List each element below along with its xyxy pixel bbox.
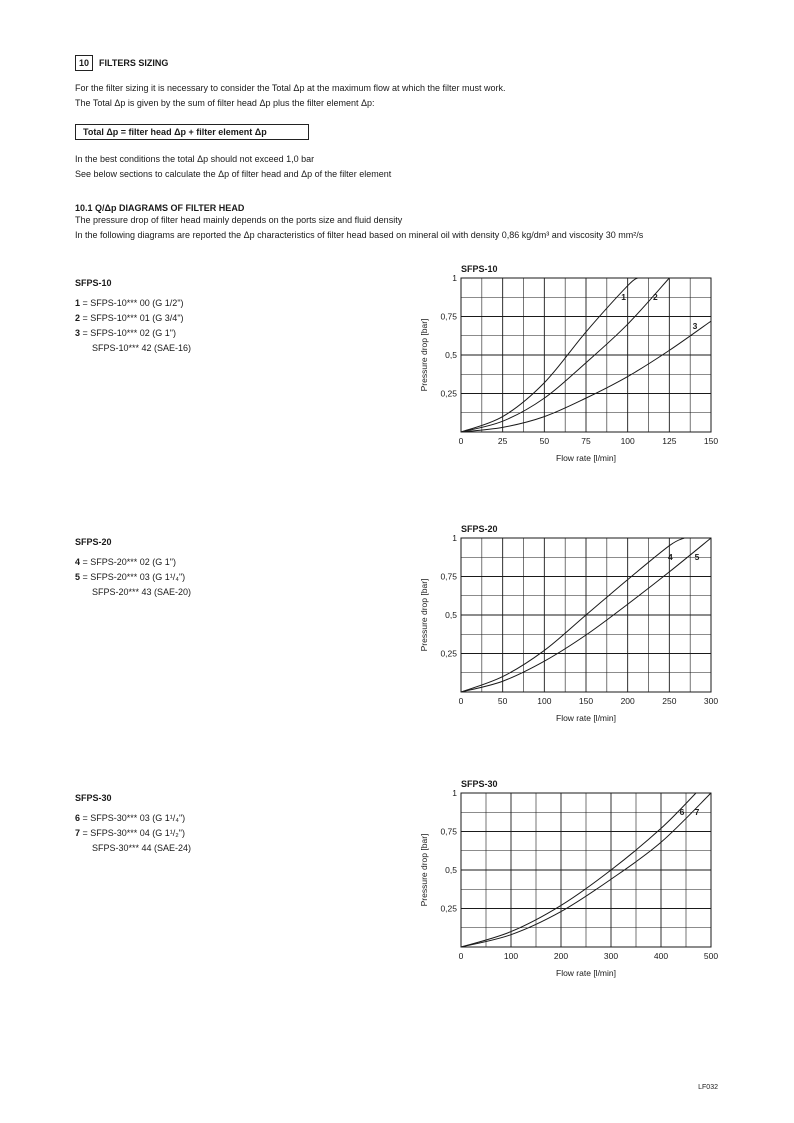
- intro-line: For the filter sizing it is necessary to consider the Total Δp at the maximum flow at which the filter must work.: [75, 83, 506, 93]
- x-tick-label: 0: [458, 436, 464, 446]
- x-tick-label: 200: [553, 951, 569, 961]
- chart-sfps-30: [415, 773, 735, 983]
- y-tick-label: 0,75: [440, 826, 457, 837]
- model-legend: [75, 811, 191, 856]
- chart-title: SFPS-20: [461, 524, 498, 534]
- subsection-title: 10.1 Q/Δp DIAGRAMS OF FILTER HEAD: [75, 203, 245, 213]
- legend-item: 1 = SFPS-10*** 00 (G 1/2"): [75, 298, 184, 308]
- notes-text: [75, 152, 755, 182]
- model-legend: [75, 296, 191, 356]
- legend-item: SFPS-10*** 42 (SAE-16): [92, 343, 192, 353]
- x-tick-label: 75: [581, 436, 591, 446]
- y-tick-label: 0,75: [440, 311, 457, 322]
- x-tick-label: 200: [620, 696, 635, 706]
- legend-item: 3 = SFPS-10*** 02 (G 1"): [75, 328, 177, 338]
- chart-sfps-20: [415, 518, 735, 728]
- y-axis-label: Pressure drop [bar]: [419, 318, 429, 392]
- y-tick-label: 1: [452, 273, 457, 283]
- y-axis-label: Pressure drop [bar]: [419, 578, 429, 652]
- legend-item: SFPS-30*** 44 (SAE-24): [92, 843, 192, 853]
- legend-item: 2 = SFPS-10*** 01 (G 3/4"): [75, 313, 184, 323]
- x-axis-label: Flow rate [l/min]: [556, 453, 616, 463]
- y-tick-label: 0,5: [445, 610, 457, 620]
- x-axis-label: Flow rate [l/min]: [556, 713, 616, 723]
- y-tick-label: 0,25: [440, 903, 457, 914]
- legend-item: 6 = SFPS-30*** 03 (G 1¹/₄"): [75, 813, 186, 823]
- y-tick-label: 0,25: [440, 388, 457, 399]
- series-label-7: 7: [694, 807, 700, 817]
- chart-title: SFPS-30: [461, 779, 498, 789]
- subsection-line: In the following diagrams are reported the Δp characteristics of filter head based on mineral oil with density 0,86 kg/dm³ and viscosity 30 mm²/s: [75, 230, 644, 240]
- series-label-3: 3: [692, 321, 698, 332]
- y-tick-label: 0,5: [445, 865, 457, 875]
- x-tick-label: 100: [503, 951, 519, 961]
- legend-item: 4 = SFPS-20*** 02 (G 1"): [75, 557, 177, 567]
- series-label-5: 5: [694, 552, 700, 562]
- x-tick-label: 50: [497, 696, 508, 706]
- section-heading: [75, 55, 168, 71]
- subsection-line: The pressure drop of filter head mainly depends on the ports size and fluid density: [75, 215, 403, 225]
- x-tick-label: 250: [662, 696, 677, 706]
- x-tick-label: 0: [458, 951, 464, 961]
- y-axis-label: Pressure drop [bar]: [419, 833, 429, 907]
- model-legend: [75, 555, 191, 600]
- legend-item: SFPS-20*** 43 (SAE-20): [92, 587, 192, 597]
- x-tick-label: 0: [458, 696, 464, 706]
- y-tick-label: 0,75: [440, 571, 457, 582]
- x-tick-label: 500: [703, 951, 719, 961]
- series-label-6: 6: [679, 807, 685, 817]
- model-title: SFPS-10: [75, 278, 112, 288]
- y-tick-label: 0,25: [440, 648, 457, 659]
- x-tick-label: 25: [497, 436, 508, 446]
- y-tick-label: 1: [452, 788, 457, 798]
- model-title: SFPS-20: [75, 537, 112, 547]
- section-number: 10: [75, 55, 93, 71]
- x-tick-label: 300: [603, 951, 619, 961]
- model-block-sfps-20: [75, 537, 191, 600]
- chart-sfps-10: [415, 258, 735, 468]
- y-tick-label: 0,5: [445, 350, 457, 360]
- model-title: SFPS-30: [75, 793, 112, 803]
- intro-line: The Total Δp is given by the sum of filter head Δp plus the filter element Δp:: [75, 98, 375, 108]
- model-block-sfps-10: [75, 278, 191, 356]
- model-block-sfps-30: [75, 793, 191, 856]
- section-title: FILTERS SIZING: [99, 58, 169, 68]
- footer-code: LF032: [698, 1084, 718, 1091]
- legend-item: 5 = SFPS-20*** 03 (G 1¹/₄"): [75, 572, 186, 582]
- series-label-1: 1: [621, 292, 627, 302]
- subsection: [75, 203, 765, 243]
- x-axis-label: Flow rate [l/min]: [556, 968, 616, 978]
- y-tick-label: 1: [452, 533, 457, 543]
- x-tick-label: 400: [653, 951, 669, 961]
- x-tick-label: 50: [539, 436, 550, 446]
- x-tick-label: 300: [703, 696, 719, 706]
- x-tick-label: 125: [662, 436, 677, 446]
- x-tick-label: 100: [537, 696, 552, 706]
- x-tick-label: 100: [620, 436, 635, 446]
- legend-item: 7 = SFPS-30*** 04 (G 1¹/₂"): [75, 828, 185, 838]
- chart-title: SFPS-10: [461, 264, 498, 274]
- formula-box: Total Δp = filter head Δp + filter element Δp: [75, 124, 309, 140]
- intro-text: [75, 81, 755, 111]
- note-line: In the best conditions the total Δp should not exceed 1,0 bar: [75, 154, 315, 164]
- x-tick-label: 150: [703, 436, 719, 446]
- note-line: See below sections to calculate the Δp of filter head and Δp of the filter element: [75, 169, 392, 179]
- series-label-4: 4: [667, 552, 673, 562]
- x-tick-label: 150: [578, 696, 594, 706]
- series-label-2: 2: [652, 292, 658, 302]
